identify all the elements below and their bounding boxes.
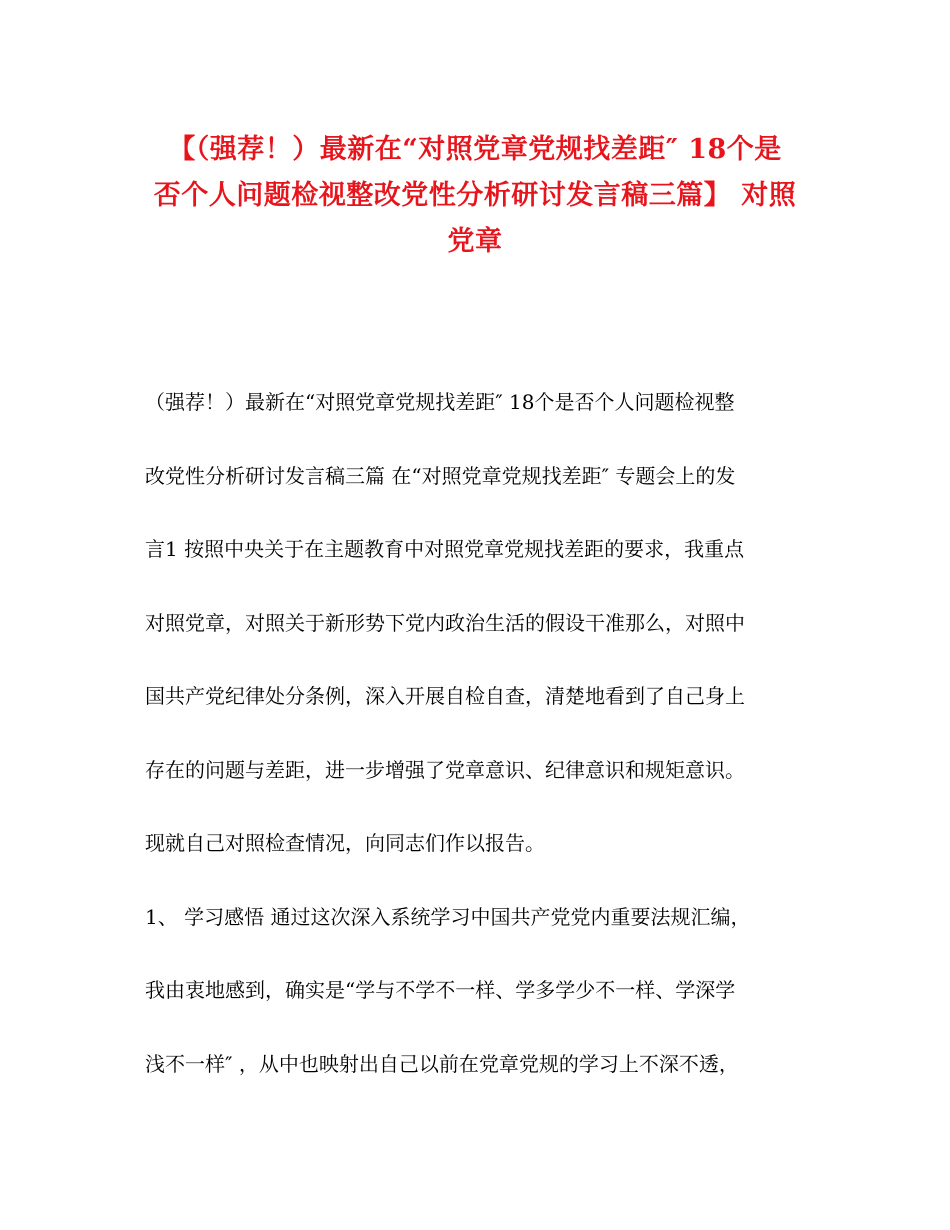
body-line: 现就自己对照检查情况，向同志们作以报告。 [145,831,545,855]
body-line: 改党性分析研讨发言稿三篇 在“对照党章党规找差距″ 专题会上的发 [145,463,736,488]
title-line: 否个人问题检视整改党性分析研讨发言稿三篇】 对照 [153,180,797,211]
body-line: 存在的问题与差距，进一步增强了党章意识、纪律意识和规矩意识。 [145,757,745,782]
title-line: 党章 [447,226,503,257]
body-line: 对照党章，对照关于新形势下党内政治生活的假设干准那么，对照中 [145,610,745,635]
document-body [145,382,815,1117]
document-title [140,127,810,265]
body-line: 我由衷地感到，确实是“学与不学不一样、学多学少不一样、学深学 [145,978,736,1002]
body-line: 浅不一样″ ，从中也映射出自己以前在党章党规的学习上不深不透， [145,1051,739,1076]
body-line: 言1 按照中央关于在主题教育中对照党章党规找差距的要求，我重点 [145,537,745,561]
body-line: 1、 学习感悟 通过这次深入系统学习中国共产党党内重要法规汇编， [145,904,751,929]
body-line: （强荐！）最新在“对照党章党规找差距″ 18个是否个人问题检视整 [145,390,735,414]
title-line: 【（强荐！）最新在“对照党章党规找差距″ 18个是 [168,134,782,165]
body-line: 国共产党纪律处分条例，深入开展自检自查，清楚地看到了自己身上 [145,684,745,708]
